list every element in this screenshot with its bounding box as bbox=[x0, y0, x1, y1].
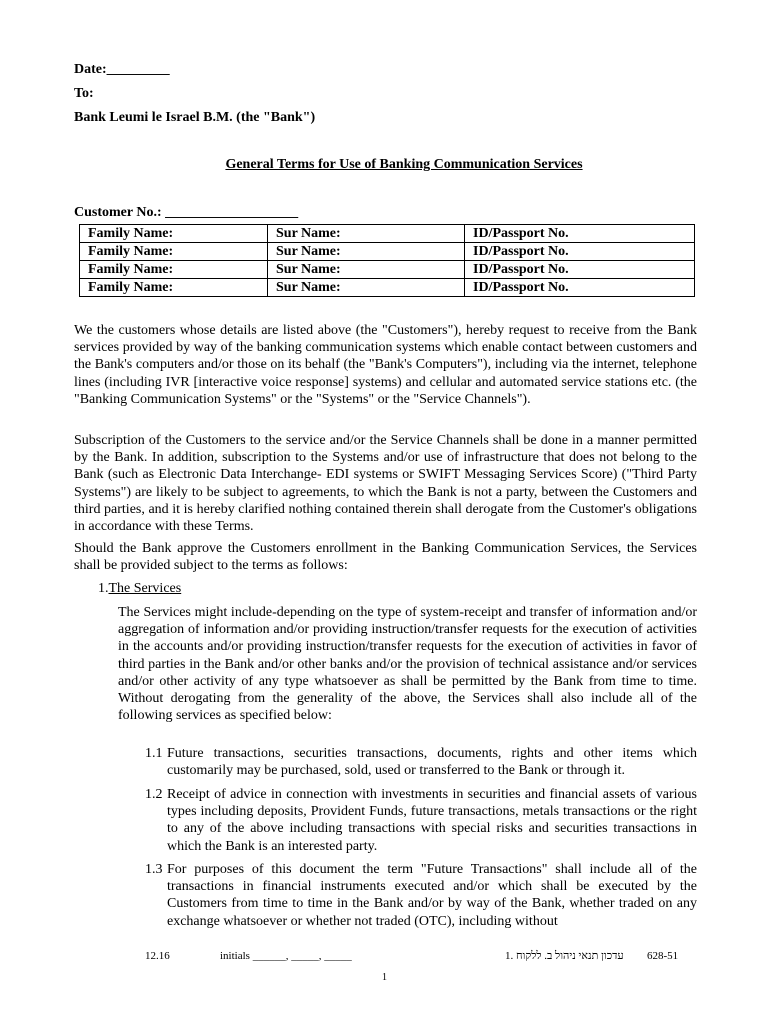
item-number: 1.1 bbox=[145, 746, 163, 761]
to-label: To: bbox=[74, 86, 94, 101]
footer-initials: initials ______, _____, _____ bbox=[220, 950, 352, 962]
sur-name-cell: Sur Name: bbox=[268, 225, 465, 243]
section-1-heading bbox=[98, 580, 181, 597]
section-1-body: The Services might include-depending on the type of system-receipt and transfer of information and/or aggregation of information and/or providing instruction/transfer requests for the execution of activities in the accounts and/or providing instruction/transfer requests for the execution of activities in favor of third parties in the Bank and/or other banks and/or the provision of technical assistance and/or services and/or other activity of any type whatsoever as shall be permitted by the Bank from time to time. Without derogating from the generality of the above, the Services shall also include all of the following services as specified below: bbox=[118, 605, 697, 724]
addressee: Bank Leumi le Israel B.M. (the "Bank") bbox=[74, 110, 316, 125]
sur-name-cell: Sur Name: bbox=[268, 279, 465, 297]
id-passport-cell: ID/Passport No. bbox=[465, 261, 695, 279]
item-text: Receipt of advice in connection with investments in securities and financial assets of various types including deposits, Provident Funds, future transactions, metals transactions or the right to any of the above including transactions with special risks and securities transactions in which the Bank is an interested party. bbox=[167, 787, 697, 854]
list-item bbox=[145, 861, 697, 930]
table-row bbox=[80, 225, 695, 243]
subscription-paragraph: Subscription of the Customers to the service and/or the Service Channels shall be done in a manner permitted by the Bank. In addition, subscription to the Systems and/or use of infrastructure that does not belong to the Bank (such as Electronic Data Interchange- EDI systems or SWIFT Messaging Services Score) ("Third Party Systems") are likely to be subject to agreements, to which the Bank is not a party, between the Customers and third parties, and it is hereby clarified nothing contained therein shall derogate from the Customer's obligations in accordance with these Terms. bbox=[74, 433, 697, 535]
family-name-cell: Family Name: bbox=[80, 279, 268, 297]
intro-paragraph: We the customers whose details are listed above (the "Customers"), hereby request to receive from the Bank services provided by way of the banking communication systems which enable contact between customers and the Bank's computers and/or those on its behalf (the "Bank's Computers"), including via the internet, telephone lines (including IVR [interactive voice response] systems) and cellular and automated service stations etc. (the "Banking Communication Systems" or the "Systems" or the "Service Channels"). bbox=[74, 323, 697, 407]
sur-name-cell: Sur Name: bbox=[268, 261, 465, 279]
list-item bbox=[145, 786, 697, 855]
family-name-cell: Family Name: bbox=[80, 261, 268, 279]
id-passport-cell: ID/Passport No. bbox=[465, 225, 695, 243]
item-text: Future transactions, securities transactions, documents, rights and other items which customarily may be purchased, sold, used or transferred to the Bank or through it. bbox=[167, 746, 697, 779]
document-title: General Terms for Use of Banking Communication Services bbox=[225, 157, 583, 172]
table-row bbox=[80, 243, 695, 261]
page-number: 1 bbox=[382, 972, 387, 983]
section-title: The Services bbox=[108, 581, 182, 596]
id-passport-cell: ID/Passport No. bbox=[465, 243, 695, 261]
item-number: 1.3 bbox=[145, 862, 163, 877]
item-number: 1.2 bbox=[145, 787, 163, 802]
approval-paragraph: Should the Bank approve the Customers enrollment in the Banking Communication Services, the Services shall be provided subject to the terms as follows: bbox=[74, 541, 697, 574]
sur-name-cell: Sur Name: bbox=[268, 243, 465, 261]
section-number: 1. bbox=[98, 581, 109, 596]
footer-hebrew-note: עדכון תנאי ניהול ב. ללקוח .1 bbox=[505, 950, 624, 962]
list-item bbox=[145, 745, 697, 779]
table-row bbox=[80, 261, 695, 279]
footer-form-code: 628-51 bbox=[647, 950, 679, 962]
table-row bbox=[80, 279, 695, 297]
customer-details-table bbox=[79, 224, 695, 297]
footer-version: 12.16 bbox=[145, 950, 170, 962]
family-name-cell: Family Name: bbox=[80, 243, 268, 261]
customer-number: Customer No.: ___________________ bbox=[74, 205, 299, 220]
item-text: For purposes of this document the term "Future Transactions" shall include all of the transactions in financial instruments executed and/or which shall be executed by the Customers from time to time in the Bank and/or by way of the Bank, whether traded on any exchange whatsoever or whether not traded (OTC), including without bbox=[167, 862, 697, 929]
id-passport-cell: ID/Passport No. bbox=[465, 279, 695, 297]
family-name-cell: Family Name: bbox=[80, 225, 268, 243]
date-field: Date:_________ bbox=[74, 62, 170, 77]
